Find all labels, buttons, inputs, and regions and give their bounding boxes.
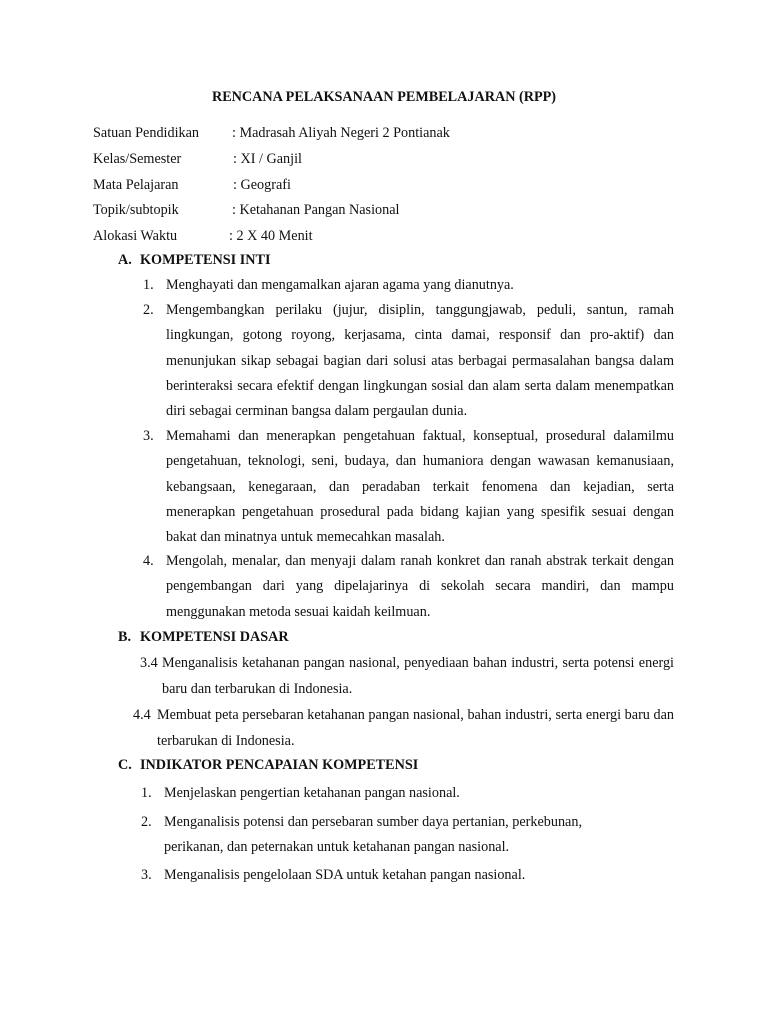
info-value: : 2 X 40 Menit — [229, 228, 313, 244]
list-item — [143, 298, 674, 424]
section-b-heading — [118, 625, 289, 650]
item-number: 3. — [143, 428, 154, 444]
item-text: Menganalisis ketahanan pangan nasional, penyediaan bahan industri, serta potensi energi baru dan terbarukan di Indonesia. — [162, 655, 674, 697]
info-value: : Ketahanan Pangan Nasional — [232, 202, 400, 218]
info-value: : Geografi — [233, 177, 291, 193]
item-text: Mengembangkan perilaku (jujur, disiplin, tanggungjawab, peduli, santun, ramah lingkungan, gotong royong, kerjasama, cinta damai, responsif dan pro-aktif) dan menunjukan sikap sebagai bagian dari solusi atas berbagai permasalahan bangsa dalam berinteraksi secara efektif dengan lingkungan sosial dan alam serta dalam menempatkan diri sebagai cerminan bangsa dalam pergaulan dunia. — [166, 302, 674, 420]
list-item — [143, 273, 674, 298]
info-row-satuan-pendidikan — [93, 121, 450, 146]
section-title: INDIKATOR PENCAPAIAN KOMPETENSI — [140, 757, 419, 773]
info-row-topik-subtopik — [93, 198, 400, 223]
list-item — [141, 810, 618, 860]
info-value: : Madrasah Aliyah Negeri 2 Pontianak — [232, 125, 450, 141]
list-item — [140, 650, 674, 702]
section-c-heading — [118, 753, 418, 778]
item-number: 4.4 — [133, 707, 151, 723]
info-row-alokasi-waktu — [93, 224, 313, 249]
item-number: 3.4 — [140, 655, 158, 671]
item-text: Membuat peta persebaran ketahanan pangan nasional, bahan industri, serta energi baru dan terbarukan di Indonesia. — [157, 707, 674, 749]
item-text: Menghayati dan mengamalkan ajaran agama yang dianutnya. — [166, 277, 514, 293]
info-row-mata-pelajaran — [93, 173, 291, 198]
info-label: Mata Pelajaran — [93, 177, 179, 193]
section-letter: A. — [118, 252, 132, 268]
list-item — [143, 424, 674, 550]
info-row-kelas-semester — [93, 147, 302, 172]
info-label: Topik/subtopik — [93, 202, 179, 218]
section-title: KOMPETENSI INTI — [140, 252, 271, 268]
item-number: 2. — [141, 814, 152, 830]
item-number: 1. — [143, 277, 154, 293]
info-label: Kelas/Semester — [93, 151, 182, 167]
info-value: : XI / Ganjil — [233, 151, 302, 167]
list-item — [141, 781, 674, 806]
section-letter: C. — [118, 757, 132, 773]
section-title: KOMPETENSI DASAR — [140, 629, 289, 645]
info-label: Satuan Pendidikan — [93, 125, 199, 141]
item-number: 1. — [141, 785, 152, 801]
list-item — [143, 549, 674, 625]
list-item — [141, 863, 674, 888]
item-text: Memahami dan menerapkan pengetahuan faktual, konseptual, prosedural dalamilmu pengetahuan, teknologi, seni, budaya, dan humaniora dengan wawasan kemanusiaan, kebangsaan, kenegaraan, dan peradaban terkait fenomena dan kejadian, serta menerapkan pengetahuan prosedural pada bidang kajian yang spesifik sesuai dengan bakat dan minatnya untuk memecahkan masalah. — [166, 428, 674, 546]
item-number: 2. — [143, 302, 154, 318]
item-text: Menganalisis potensi dan persebaran sumber daya pertanian, perkebunan, perikanan, dan peternakan untuk ketahanan pangan nasional. — [164, 814, 582, 855]
item-text: Mengolah, menalar, dan menyaji dalam ranah konkret dan ranah abstrak terkait dengan pengembangan dari yang dipelajarinya di sekolah secara mandiri, dan mampu menggunakan metoda sesuai kaidah keilmuan. — [166, 553, 674, 620]
item-text: Menganalisis pengelolaan SDA untuk ketahan pangan nasional. — [164, 867, 526, 883]
section-a-heading — [118, 248, 270, 273]
info-label: Alokasi Waktu — [93, 228, 178, 244]
page-title: RENCANA PELAKSANAAN PEMBELAJARAN (RPP) — [211, 89, 557, 105]
section-letter: B. — [118, 629, 132, 645]
item-number: 4. — [143, 553, 154, 569]
item-number: 3. — [141, 867, 152, 883]
item-text: Menjelaskan pengertian ketahanan pangan nasional. — [164, 785, 460, 801]
list-item — [133, 702, 674, 754]
